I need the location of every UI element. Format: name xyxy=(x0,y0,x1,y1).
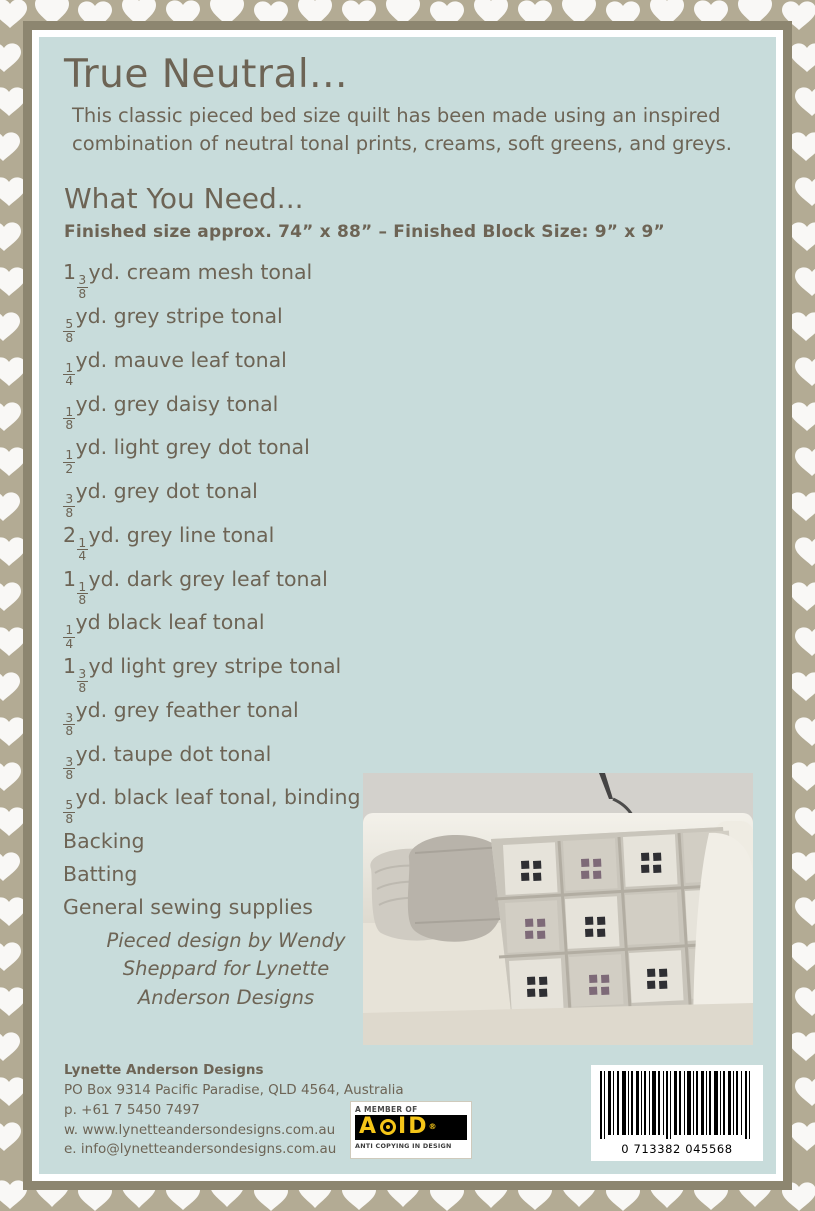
material-fraction: $\frac{3}{8}$ xyxy=(65,710,74,739)
material-description: Batting xyxy=(63,862,138,887)
intro-paragraph: This classic pieced bed size quilt has been made using an inspired combination of neutral tonal prints, creams, soft greens, and greys. xyxy=(72,103,733,155)
footer-address: PO Box 9314 Pacific Paradise, QLD 4564, Australia xyxy=(64,1082,404,1099)
page-content xyxy=(39,37,776,1174)
material-fraction: $\frac{3}{8}$ xyxy=(78,667,87,695)
material-description: yd light grey stripe tonal xyxy=(88,654,342,679)
material-list-item xyxy=(63,606,752,650)
acid-copyright-ring-icon xyxy=(380,1119,396,1135)
barcode-bars xyxy=(596,1069,758,1141)
material-description: yd. black leaf tonal, binding xyxy=(75,785,361,810)
barcode xyxy=(591,1065,763,1161)
material-description: yd. taupe dot tonal xyxy=(75,741,272,766)
footer-website[interactable]: w. www.lynetteandersondesigns.com.au xyxy=(64,1121,336,1138)
material-description: yd. mauve leaf tonal xyxy=(75,347,287,372)
material-list-item xyxy=(63,475,752,519)
footer-email[interactable]: e. info@lynetteandersondesigns.com.au xyxy=(64,1141,337,1158)
material-fraction: $\frac{1}{8}$ xyxy=(65,404,74,433)
material-whole-number: 1 xyxy=(63,260,77,285)
material-whole-number: 1 xyxy=(63,566,77,591)
material-fraction: $\frac{3}{8}$ xyxy=(65,754,74,783)
material-description: yd. grey line tonal xyxy=(88,522,275,547)
acid-letter-d: D xyxy=(408,1114,429,1139)
material-fraction: $\frac{3}{8}$ xyxy=(65,492,74,520)
material-description: yd. grey feather tonal xyxy=(75,697,299,722)
material-whole-number: 2 xyxy=(63,522,77,547)
material-whole-number: 1 xyxy=(63,654,77,679)
material-fraction: $\frac{5}{8}$ xyxy=(65,798,74,826)
material-description: yd. grey daisy tonal xyxy=(75,391,279,416)
material-list-item xyxy=(63,344,752,388)
footer-phone: p. +61 7 5450 7497 xyxy=(64,1101,200,1118)
material-fraction: $\frac{1}{2}$ xyxy=(65,448,74,476)
quilt-photo xyxy=(363,773,753,1045)
material-description: yd. dark grey leaf tonal xyxy=(88,566,328,591)
material-fraction: $\frac{1}{4}$ xyxy=(78,535,87,564)
material-list-item xyxy=(63,694,752,738)
material-list-item xyxy=(63,300,752,344)
material-description: yd black leaf tonal xyxy=(75,610,265,635)
material-list-item xyxy=(63,650,752,694)
material-list-item xyxy=(63,431,752,475)
material-description: yd. grey stripe tonal xyxy=(75,304,283,329)
material-description: yd. light grey dot tonal xyxy=(75,435,310,460)
material-list-item xyxy=(63,519,752,563)
material-description: yd. cream mesh tonal xyxy=(88,260,313,285)
acid-logo-mark xyxy=(355,1115,467,1140)
material-fraction: $\frac{1}{4}$ xyxy=(65,360,74,389)
acid-tagline: ANTI COPYING IN DESIGN xyxy=(355,1142,452,1150)
material-fraction: $\frac{3}{8}$ xyxy=(78,273,87,301)
material-fraction: $\frac{1}{4}$ xyxy=(65,623,74,651)
material-list-item xyxy=(63,563,752,607)
material-description: yd. grey dot tonal xyxy=(75,479,258,504)
acid-logo xyxy=(350,1101,472,1159)
acid-letter-a: A xyxy=(359,1114,379,1139)
designer-credit: Pieced design by Wendy Sheppard for Lynette Anderson Designs xyxy=(106,929,346,1009)
acid-registered-mark: ® xyxy=(428,1122,437,1131)
material-list-item xyxy=(63,388,752,432)
material-fraction: $\frac{5}{8}$ xyxy=(65,317,74,345)
footer-company: Lynette Anderson Designs xyxy=(64,1062,264,1079)
acid-letter-i: I xyxy=(398,1114,409,1139)
material-description: Backing xyxy=(63,829,145,854)
page-white-border xyxy=(32,30,783,1181)
pattern-cover-page xyxy=(23,21,792,1190)
section-heading-what-you-need: What You Need... xyxy=(64,182,304,216)
material-fraction: $\frac{1}{8}$ xyxy=(78,579,87,608)
page-title: True Neutral... xyxy=(64,52,348,97)
material-description: General sewing supplies xyxy=(63,895,313,920)
material-list-item xyxy=(63,256,752,300)
acid-member-of-label: A MEMBER OF xyxy=(355,1105,418,1114)
barcode-number: 0 713382 045568 xyxy=(621,1142,733,1156)
finished-size-text: Finished size approx. 74” x 88” – Finished Block Size: 9” x 9” xyxy=(64,222,665,243)
